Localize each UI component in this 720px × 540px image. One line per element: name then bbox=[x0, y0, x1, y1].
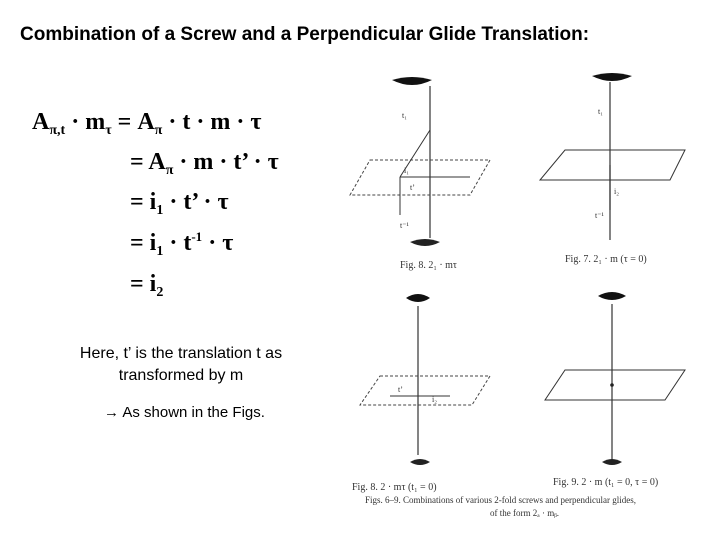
equation-line-5: = $i_2$ bbox=[130, 271, 164, 300]
inversion-point bbox=[610, 383, 614, 387]
label-tprime: t’ bbox=[410, 183, 415, 192]
equation-line-2: = $A_\pi \cdot m \cdot t$’ · τ bbox=[130, 149, 279, 178]
label-tinv: t⁻¹ bbox=[595, 211, 604, 220]
label-t1: t₁ bbox=[402, 111, 408, 120]
equation-line-1: $A_{\pi,t} \cdot m_\tau = A_\pi \cdot t \cdot m \cdot \tau$ bbox=[32, 109, 262, 138]
figures-caption-line-2: of the form 2ₐ · mᵦ. bbox=[490, 508, 559, 518]
label-i2: i₂ bbox=[432, 395, 438, 404]
label-t1: t₁ bbox=[598, 107, 604, 116]
figures-panel bbox=[340, 70, 715, 525]
equation-line-3: = $i_1 \cdot t$’ · τ bbox=[130, 189, 229, 218]
label-i2: i₂ bbox=[614, 187, 620, 196]
figures-reference-note: → As shown in the Figs. bbox=[104, 404, 265, 421]
twofold-axis-symbol-top bbox=[392, 77, 432, 85]
twofold-axis-symbol-bottom bbox=[410, 459, 430, 465]
figures-caption-line-1: Figs. 6–9. Combinations of various 2-fold screws and perpendicular glides, bbox=[365, 495, 636, 505]
caption-fig8: Fig. 8. 2₁ · mτ bbox=[400, 260, 457, 271]
figure-9-rotation-mirror bbox=[545, 292, 685, 488]
caption-fig9: Fig. 9. 2 · m (t₁ = 0, τ = 0) bbox=[553, 477, 659, 488]
equation-line-4: = $i_1 \cdot t^{-1} \cdot \tau$ bbox=[130, 229, 234, 259]
caption-fig7: Fig. 7. 2₁ · m (τ = 0) bbox=[565, 254, 647, 265]
label-tinv: t⁻¹ bbox=[400, 221, 409, 230]
slide-title: Combination of a Screw and a Perpendicular Glide Translation: bbox=[20, 24, 590, 45]
twofold-axis-symbol-top bbox=[592, 73, 632, 81]
label-i1: i₁ bbox=[404, 166, 410, 175]
explanation-note: Here, t’ is the translation t as transformed by m bbox=[79, 345, 283, 384]
label-tprime: t’ bbox=[398, 385, 403, 394]
twofold-axis-symbol-bottom bbox=[602, 459, 622, 465]
figure-8-screw-glide bbox=[350, 77, 490, 271]
figure-8b-rotation-glide bbox=[352, 294, 490, 493]
twofold-axis-symbol-top bbox=[406, 294, 430, 302]
twofold-axis-symbol-bottom bbox=[410, 239, 440, 246]
figure-7-screw-mirror bbox=[540, 73, 685, 265]
caption-fig8b: Fig. 8. 2 · mτ (t₁ = 0) bbox=[352, 482, 437, 493]
twofold-axis-symbol-top bbox=[598, 292, 626, 300]
